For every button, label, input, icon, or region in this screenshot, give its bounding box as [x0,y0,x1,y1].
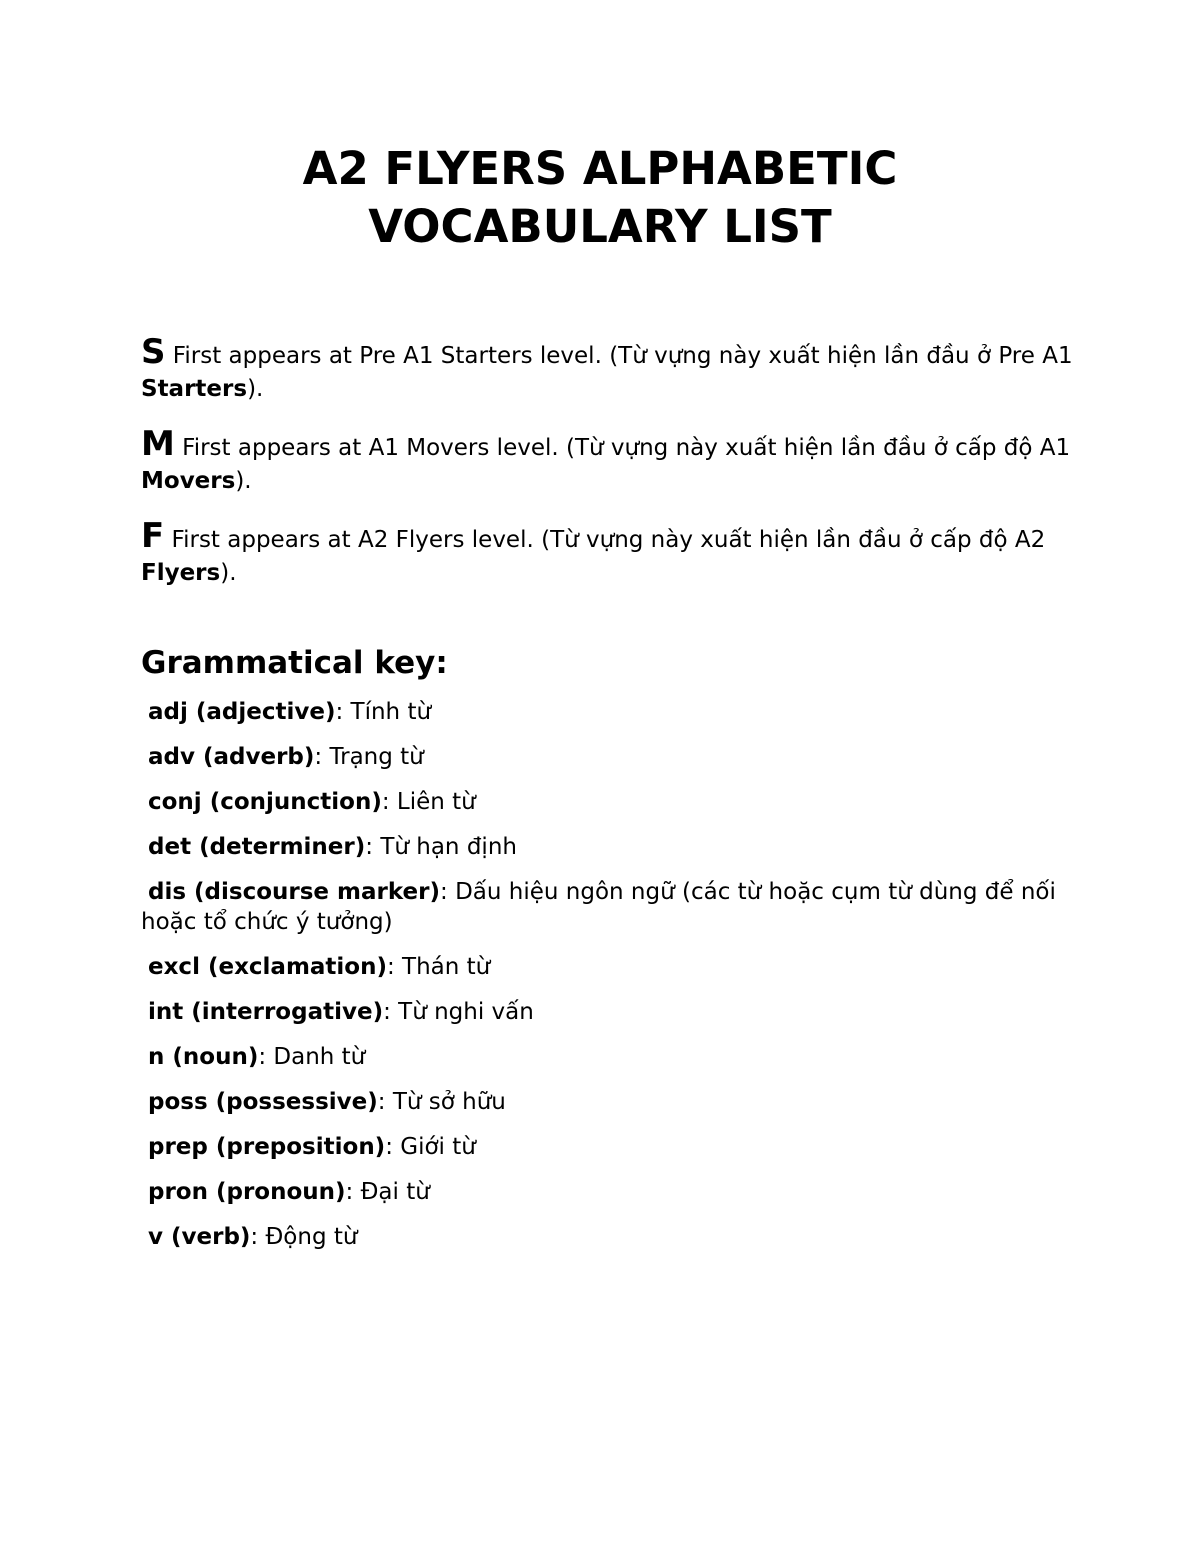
list-item [141,742,1061,772]
key-term: adj (adjective) [148,699,336,725]
list-item [141,1087,1061,1117]
key-term: pron (pronoun) [148,1179,346,1205]
document-title [0,140,1200,256]
list-item [141,787,1061,817]
list-item [141,952,1061,982]
list-item [141,1042,1061,1072]
key-meaning: : Thán từ [387,954,491,980]
list-item [141,1177,1061,1207]
key-term: conj (conjunction) [148,789,382,815]
key-term: dis (discourse marker) [148,879,441,905]
level-end: ). [247,376,264,402]
list-item [141,832,1061,862]
key-meaning: : Đại từ [345,1179,430,1205]
key-meaning: : Trạng từ [314,744,424,770]
key-meaning: : Từ hạn định [365,834,517,860]
level-description: First appears at Pre A1 Starters level. (Từ vựng này xuất hiện lần đầu ở Pre A1 [165,343,1073,369]
level-name: Flyers [141,560,221,586]
level-name: Movers [141,468,236,494]
list-item [141,697,1061,727]
level-legend [141,332,1081,612]
key-term: poss (possessive) [148,1089,378,1115]
level-end: ). [220,560,237,586]
key-meaning: : Động từ [250,1224,358,1250]
key-term: v (verb) [148,1224,251,1250]
key-term: int (interrogative) [148,999,384,1025]
key-term: adv (adverb) [148,744,315,770]
title-line-1: A2 FLYERS ALPHABETIC [302,142,898,195]
list-item [141,1132,1061,1162]
level-description: First appears at A2 Flyers level. (Từ vựng này xuất hiện lần đầu ở cấp độ A2 [164,527,1046,553]
level-code: F [141,516,165,556]
key-meaning: : Liên từ [381,789,476,815]
grammatical-key-heading: Grammatical key: [141,645,448,681]
level-starters [141,332,1081,406]
key-meaning: : Từ sở hữu [377,1089,506,1115]
key-meaning: : Dấu hiệu ngôn ngữ (các từ hoặc cụm từ dùng để nối hoặc tổ chức ý tưởng) [141,879,1056,935]
level-end: ). [235,468,252,494]
key-term: excl (exclamation) [148,954,387,980]
key-meaning: : Từ nghi vấn [383,999,534,1025]
level-description: First appears at A1 Movers level. (Từ vựng này xuất hiện lần đầu ở cấp độ A1 [174,435,1071,461]
level-code: S [141,332,166,372]
key-meaning: : Giới từ [385,1134,476,1160]
key-meaning: : Danh từ [258,1044,366,1070]
key-meaning: : Tính từ [335,699,432,725]
level-movers [141,424,1081,498]
level-code: M [141,424,175,464]
list-item [141,997,1061,1027]
level-name: Starters [141,376,248,402]
grammatical-key-list [141,697,1061,1267]
key-term: n (noun) [148,1044,259,1070]
list-item [141,877,1061,937]
key-term: det (determiner) [148,834,366,860]
title-line-2: VOCABULARY LIST [368,200,832,253]
level-flyers [141,516,1081,590]
list-item [141,1222,1061,1252]
key-term: prep (preposition) [148,1134,386,1160]
